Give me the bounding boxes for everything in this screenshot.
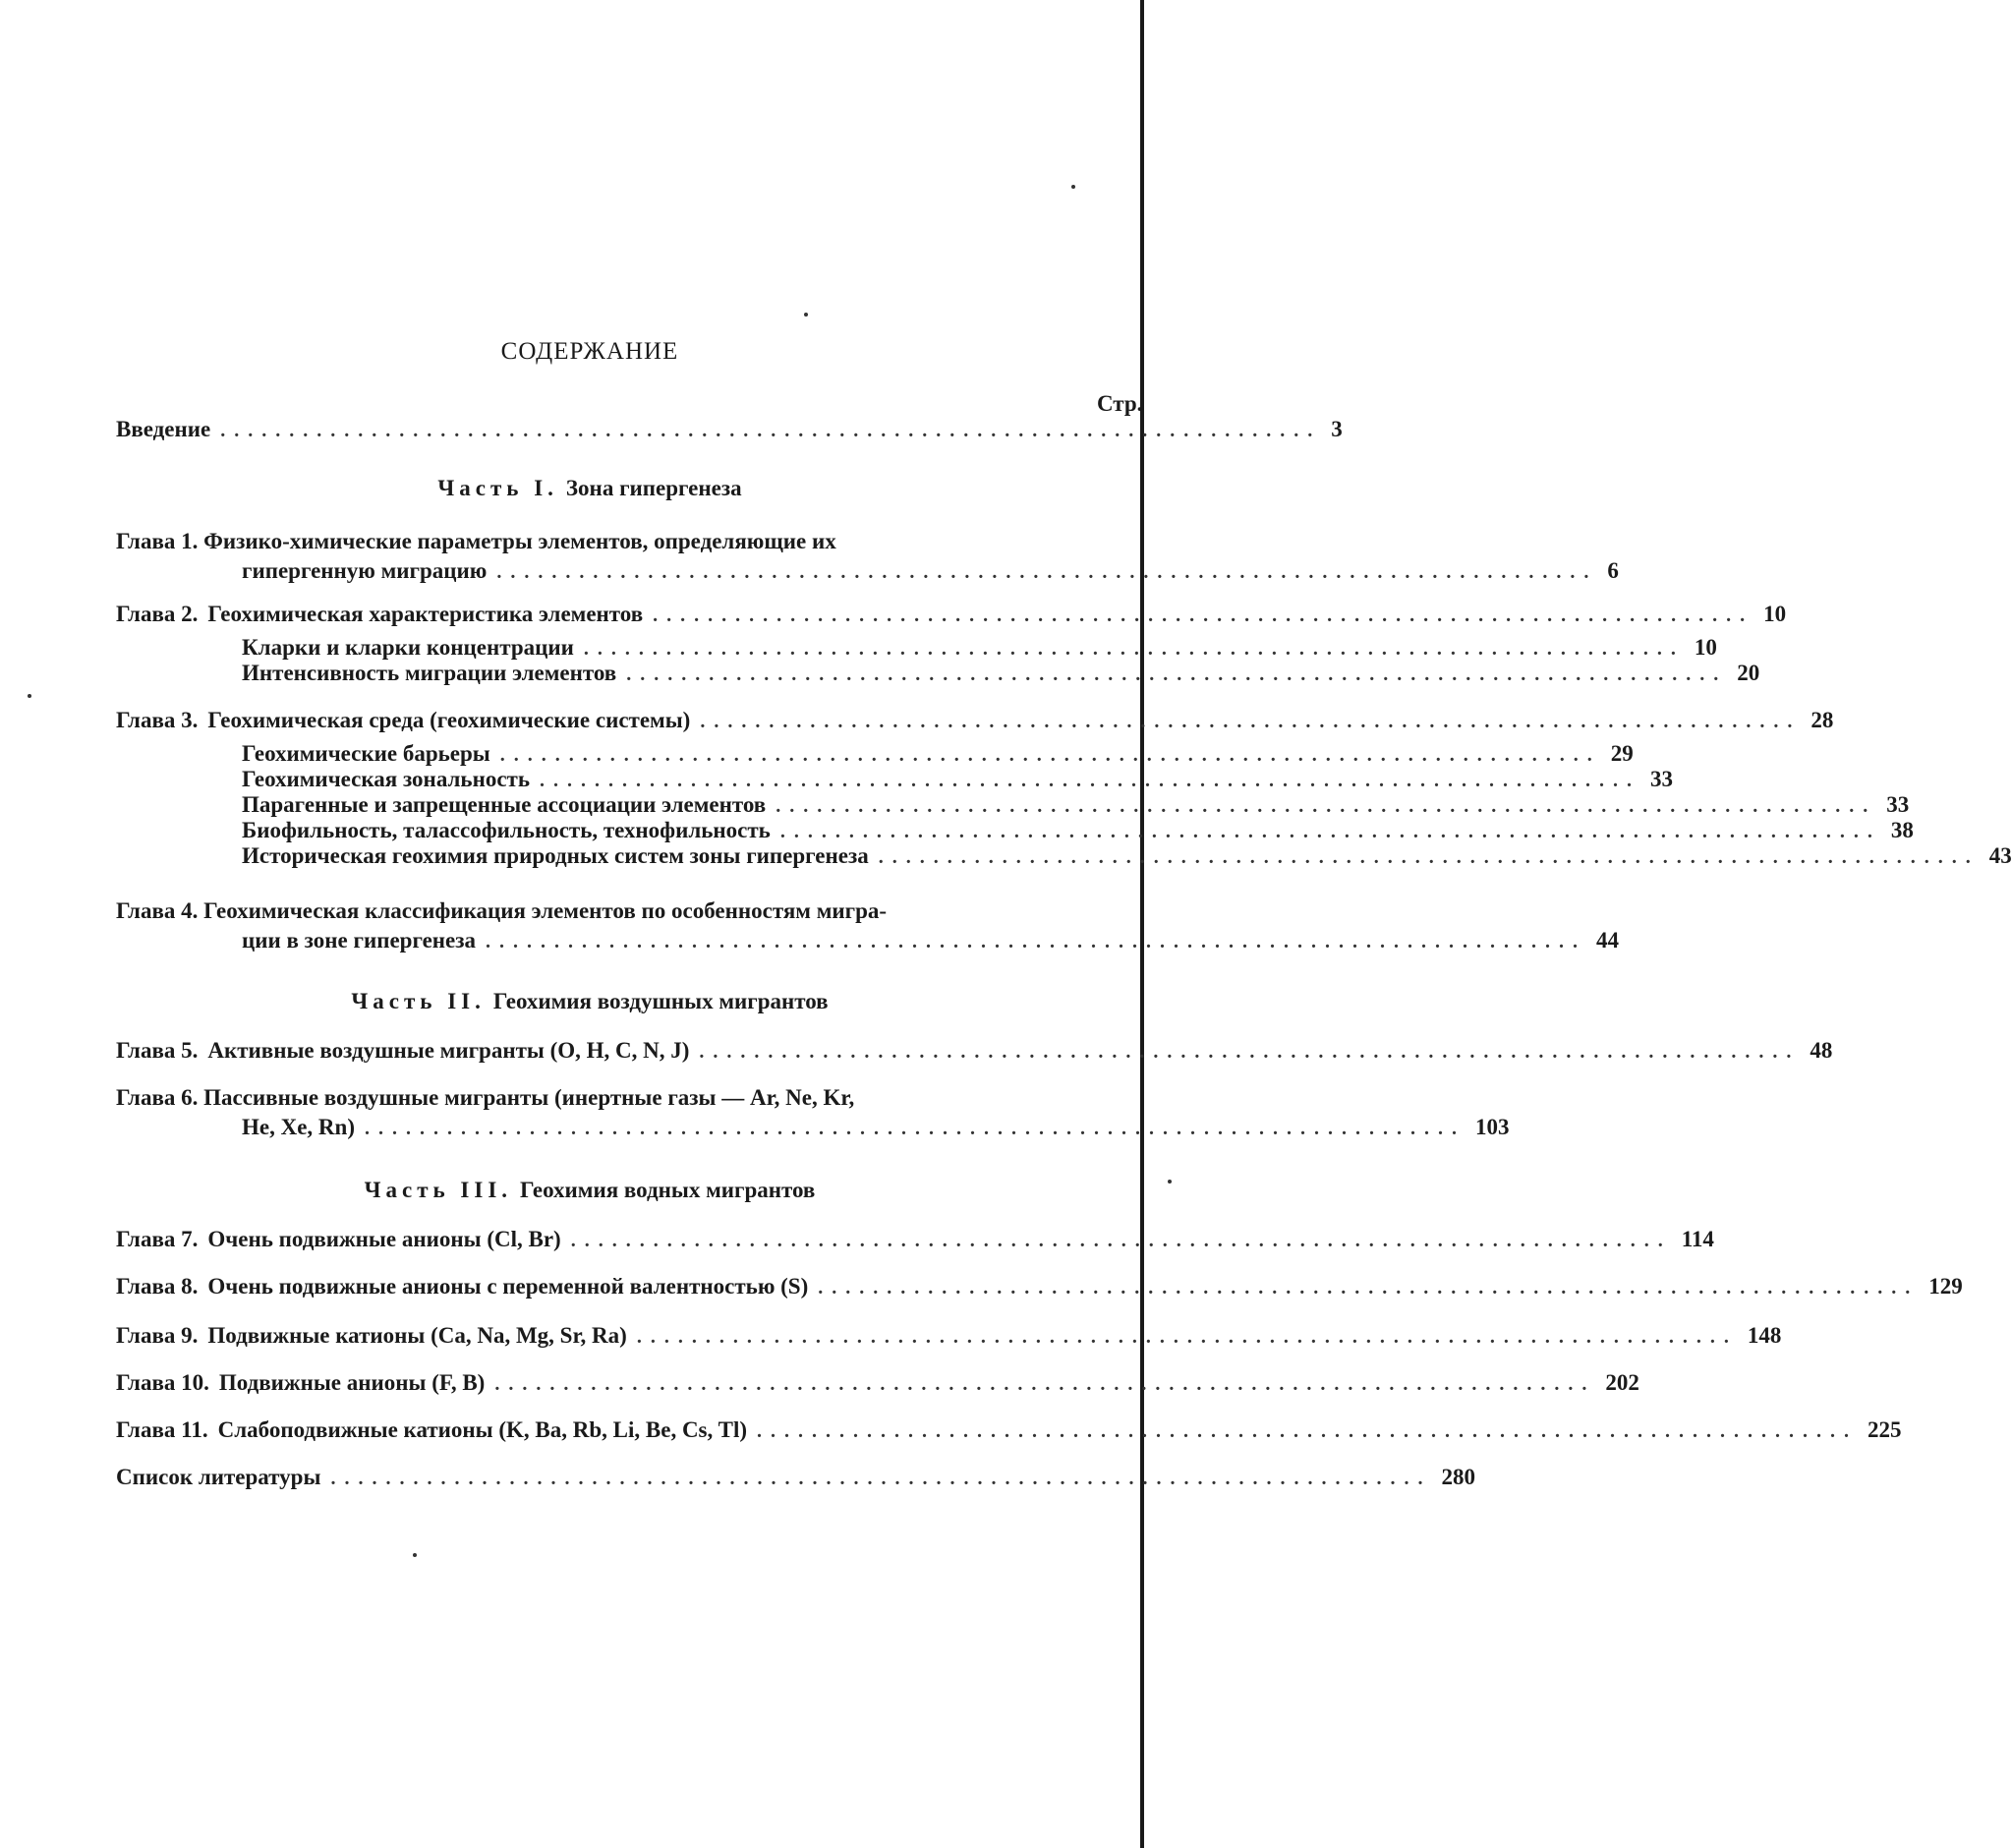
chapter-label: Глава 2. xyxy=(116,602,199,626)
dot-leader: ................................................................................ xyxy=(653,605,1754,626)
entry-title: Кларки и кларки концентрации xyxy=(242,635,574,660)
dot-leader: ................................................................................ xyxy=(220,420,1322,441)
entry-title: Геохимическая классификация элементов по особенностям мигра- xyxy=(203,898,888,923)
toc-entry-ch7[interactable] xyxy=(116,1227,1714,1256)
part-name: Зона гипергенеза xyxy=(565,476,742,500)
entry-title: Очень подвижные анионы (Cl, Br) xyxy=(207,1227,561,1251)
chapter-label: Глава 3. xyxy=(116,708,199,732)
entry-title: Подвижные катионы (Ca, Na, Mg, Sr, Ra) xyxy=(207,1323,627,1348)
entry-title: Геохимические барьеры xyxy=(242,741,490,766)
entry-title: Парагенные и запрещенные ассоциации элементов xyxy=(242,792,767,817)
dot-leader: ................................................................................ xyxy=(779,821,1881,842)
scan-speck xyxy=(804,313,808,317)
page-number: 148 xyxy=(1747,1323,1782,1348)
page-number: 38 xyxy=(1890,818,1914,842)
toc-entry-ch6-line2[interactable] xyxy=(242,1115,1510,1144)
page-number: 3 xyxy=(1331,417,1343,441)
toc-entry-references[interactable] xyxy=(116,1465,1475,1494)
dot-leader: ................................................................................ xyxy=(699,1041,1801,1063)
toc-entry-ch10[interactable] xyxy=(116,1370,1639,1400)
entry-title: Пассивные воздушные мигранты (инертные газы — Ar, Ne, Kr, xyxy=(203,1085,855,1110)
entry-title: Список литературы xyxy=(116,1465,321,1489)
chapter-label: Глава 6. xyxy=(116,1085,199,1110)
page-number: 33 xyxy=(1886,792,1910,817)
dot-leader: ................................................................................ xyxy=(570,1230,1672,1251)
page-edge-line xyxy=(1140,0,1144,1848)
part-prefix: Часть II. xyxy=(351,989,486,1013)
dot-leader: ................................................................................ xyxy=(700,711,1802,732)
toc-entry-ch1-line2[interactable] xyxy=(242,558,1619,588)
page-number: 103 xyxy=(1474,1115,1510,1139)
toc-subentry[interactable] xyxy=(242,661,1760,690)
page-number: 48 xyxy=(1810,1038,1833,1063)
page-number: 44 xyxy=(1596,928,1619,953)
entry-title: Введение xyxy=(116,417,211,441)
page-number: 28 xyxy=(1811,708,1834,732)
scan-speck xyxy=(413,1553,417,1557)
part-heading-3 xyxy=(0,1178,1179,1203)
chapter-label: Глава 4. xyxy=(116,898,199,923)
chapter-label: Глава 7. xyxy=(116,1227,199,1251)
entry-title: Геохимическая среда (геохимические системы) xyxy=(207,708,691,732)
chapter-label: Глава 1. xyxy=(116,529,199,553)
entry-title: Физико-химические параметры элементов, определяющие их xyxy=(203,529,836,553)
scan-speck xyxy=(28,694,31,698)
entry-title-cont: гипергенную миграцию xyxy=(242,558,488,583)
entry-title-cont: He, Xe, Rn) xyxy=(242,1115,355,1139)
dot-leader: ................................................................................ xyxy=(496,561,1598,583)
entry-title: Активные воздушные мигранты (O, H, C, N, J) xyxy=(207,1038,690,1063)
part-name: Геохимия воздушных мигрантов xyxy=(492,989,829,1013)
dot-leader: ................................................................................ xyxy=(540,770,1641,791)
toc-entry-ch2[interactable] xyxy=(116,602,1787,631)
toc-entry-ch1-line1[interactable] xyxy=(116,529,1079,558)
part-heading-2 xyxy=(0,989,1179,1014)
dot-leader: ................................................................................ xyxy=(636,1326,1738,1348)
page-number: 225 xyxy=(1868,1417,1902,1442)
dot-leader: ................................................................................ xyxy=(583,638,1685,660)
dot-leader: ................................................................................ xyxy=(499,744,1601,766)
toc-entry-ch4-line2[interactable] xyxy=(242,928,1619,957)
dot-leader: ................................................................................ xyxy=(776,795,1877,817)
entry-title: Слабоподвижные катионы (K, Ba, Rb, Li, Be, Cs, Tl) xyxy=(217,1417,747,1442)
dot-leader: ................................................................................ xyxy=(757,1420,1858,1442)
entry-title: Биофильность, талассофильность, технофильность xyxy=(242,818,771,842)
scan-speck xyxy=(1071,185,1075,189)
dot-leader: ................................................................................ xyxy=(494,1373,1596,1395)
dot-leader: ................................................................................ xyxy=(818,1277,1920,1299)
part-prefix: Часть I. xyxy=(437,476,558,500)
page-number: 10 xyxy=(1763,602,1787,626)
page-number: 20 xyxy=(1737,661,1760,685)
page-number: 280 xyxy=(1441,1465,1475,1489)
page-column-label: Стр. xyxy=(1097,391,1143,416)
toc-subentry[interactable] xyxy=(242,843,2012,873)
chapter-label: Глава 11. xyxy=(116,1417,208,1442)
page-title: СОДЕРЖАНИЕ xyxy=(500,338,679,365)
entry-title: Подвижные анионы (F, B) xyxy=(218,1370,486,1395)
entry-title: Интенсивность миграции элементов xyxy=(242,661,617,685)
page-number: 6 xyxy=(1607,558,1619,583)
part-prefix: Часть III. xyxy=(364,1178,513,1202)
toc-entry-ch3[interactable] xyxy=(116,708,1834,737)
entry-title: Очень подвижные анионы с переменной валентностью (S) xyxy=(207,1274,809,1299)
page-number: 43 xyxy=(1988,843,2012,868)
entry-title: Историческая геохимия природных систем зоны гипергенеза xyxy=(242,843,869,868)
page-number: 29 xyxy=(1610,741,1634,766)
dot-leader: ................................................................................ xyxy=(364,1118,1466,1139)
toc-entry-ch6-line1[interactable] xyxy=(116,1085,1079,1115)
chapter-label: Глава 5. xyxy=(116,1038,199,1063)
chapter-label: Глава 9. xyxy=(116,1323,199,1348)
page-number: 33 xyxy=(1650,767,1674,791)
page-number: 10 xyxy=(1694,635,1717,660)
part-name: Геохимия водных мигрантов xyxy=(520,1178,816,1202)
toc-entry-ch11[interactable] xyxy=(116,1417,1902,1447)
dot-leader: ................................................................................ xyxy=(330,1468,1432,1489)
chapter-label: Глава 8. xyxy=(116,1274,199,1299)
toc-entry-intro[interactable] xyxy=(116,417,1343,446)
part-heading-1 xyxy=(0,476,1179,501)
entry-title: Геохимическая характеристика элементов xyxy=(207,602,644,626)
page-number: 114 xyxy=(1681,1227,1714,1251)
page-number: 202 xyxy=(1605,1370,1639,1395)
toc-entry-ch8[interactable] xyxy=(116,1274,1963,1303)
dot-leader: ................................................................................ xyxy=(878,846,1980,868)
toc-entry-ch9[interactable] xyxy=(116,1323,1782,1353)
dot-leader: ................................................................................ xyxy=(486,931,1586,953)
page-number: 129 xyxy=(1928,1274,1963,1299)
toc-entry-ch5[interactable] xyxy=(116,1038,1833,1068)
dot-leader: ................................................................................ xyxy=(626,664,1728,685)
entry-title-cont: ции в зоне гипергенеза xyxy=(242,928,476,953)
toc-entry-ch4-line1[interactable] xyxy=(116,898,1079,928)
chapter-label: Глава 10. xyxy=(116,1370,209,1395)
entry-title: Геохимическая зональность xyxy=(242,767,531,791)
